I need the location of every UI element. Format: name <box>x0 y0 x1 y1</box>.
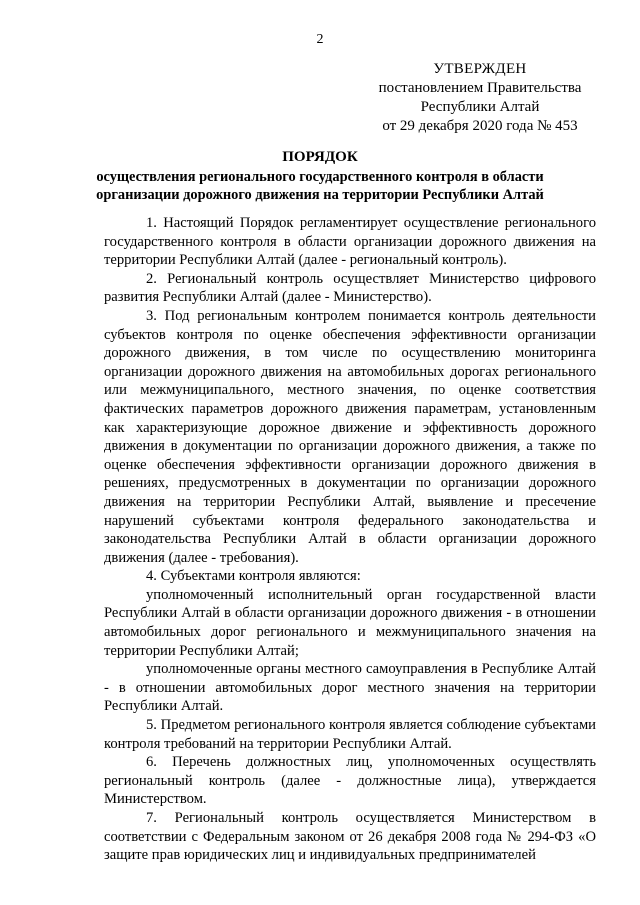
paragraph: уполномоченный исполнительный орган государственной власти Республики Алтай в области организации дорожного движения - в отношении автомобильных дорог регионального и межмуниципального значения на территории Республики Алтай; <box>104 586 596 659</box>
paragraph: 4. Субъектами контроля являются: <box>146 568 361 585</box>
paragraph: уполномоченные органы местного самоуправления в Республике Алтай - в отношении автомобильных дорог местного значения на территории Республики Алтай. <box>104 661 596 715</box>
paragraph: 6. Перечень должностных лиц, уполномоченных осуществлять региональный контроль (далее - должностные лица), утверждается Министерством. <box>104 754 596 808</box>
approval-stamp <box>360 60 600 136</box>
paragraph: 2. Региональный контроль осуществляет Министерство цифрового развития Республики Алтай (далее - Министерство). <box>104 270 596 306</box>
approval-line: постановлением Правительства <box>378 80 582 96</box>
approval-date: от 29 декабря 2020 года № 453 <box>382 118 578 134</box>
paragraph: 7. Региональный контроль осуществляется Министерством в соответствии с Федеральным законом от 26 декабря 2008 года № 294-ФЗ «О защите прав юридических лиц и индивидуальных предпринимателей <box>104 810 596 864</box>
paragraph: 5. Предметом регионального контроля является соблюдение субъектами контроля требований на территории Республики Алтай. <box>104 717 596 752</box>
approval-title: УТВЕРЖДЕН <box>433 61 527 77</box>
approval-line: Республики Алтай <box>420 99 540 115</box>
document-body <box>104 214 596 865</box>
document-title: ПОРЯДОК <box>282 149 358 165</box>
page-number: 2 <box>316 32 324 47</box>
paragraph: 3. Под региональным контролем понимается контроль деятельности субъектов контроля по оценке обеспечения эффективности организации дорожного движения, в том числе по осуществлению мониторинга организации дорожного движения на автомобильных дорогах регионального или межмуниципального, местного значения, по оценке соответствия фактических параметров дорожного движения параметрам, установленным как характеризующие дорожное движение и эффективность дорожного движения в документации по организации дорожного движения, а также по оценке обеспечения эффективности организации дорожного движения в решениях, предусмотренных в документации по организации дорожного движения на территории Республики Алтай, выявление и пресечение нарушений субъектами контроля федерального законодательства и законодательства Республики Алтай в области организации дорожного движения (далее - требования). <box>104 307 596 566</box>
paragraph: 1. Настоящий Порядок регламентирует осуществление регионального государственного контроля в области организации дорожного движения на территории Республики Алтай (далее - региональный контроль). <box>104 215 596 269</box>
document-subtitle: осуществления регионального государственного контроля в области организации дорожного движения на территории Республики Алтай <box>96 169 544 203</box>
